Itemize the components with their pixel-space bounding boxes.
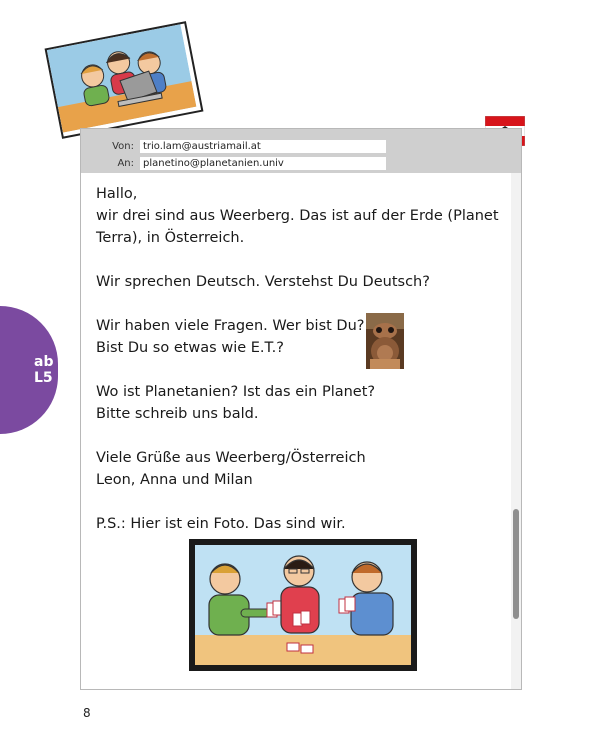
page-number: 8: [83, 706, 91, 720]
email-body: [96, 183, 501, 535]
et-alien-photo: [366, 313, 404, 369]
side-tab-line2: L5: [34, 370, 53, 386]
email-window: [80, 128, 522, 690]
to-field[interactable]: planetino@planetanien.univ: [140, 157, 386, 170]
body-greeting: Hallo,: [96, 186, 138, 202]
body-line: wir drei sind aus Weerberg. Das ist auf der Erde (Planet: [96, 208, 499, 224]
body-line: Wir haben viele Fragen. Wer bist Du?: [96, 318, 365, 334]
kids-laptop-illustration: [47, 24, 197, 132]
body-line: Bist Du so etwas wie E.T.?: [96, 340, 284, 356]
body-line: Wir sprechen Deutsch. Verstehst Du Deutsch?: [96, 274, 430, 290]
side-tab-line1: ab: [34, 354, 54, 370]
scrollbar-thumb[interactable]: [513, 509, 519, 619]
email-header: [81, 129, 521, 173]
scrollbar[interactable]: [511, 173, 521, 689]
kids-playing-cards-photo: [189, 539, 417, 671]
from-field[interactable]: trio.lam@austriamail.at: [140, 140, 386, 153]
side-tab-label: [34, 354, 53, 386]
body-line: Terra), in Österreich.: [96, 230, 245, 246]
top-photo: [45, 21, 204, 139]
body-line: Leon, Anna und Milan: [96, 472, 253, 488]
body-line: Bitte schreib uns bald.: [96, 406, 259, 422]
body-line: Viele Grüße aus Weerberg/Österreich: [96, 450, 366, 466]
body-line: Wo ist Planetanien? Ist das ein Planet?: [96, 384, 376, 400]
body-line: P.S.: Hier ist ein Foto. Das sind wir.: [96, 516, 346, 532]
from-label: Von:: [112, 141, 134, 152]
to-label: An:: [117, 158, 134, 169]
